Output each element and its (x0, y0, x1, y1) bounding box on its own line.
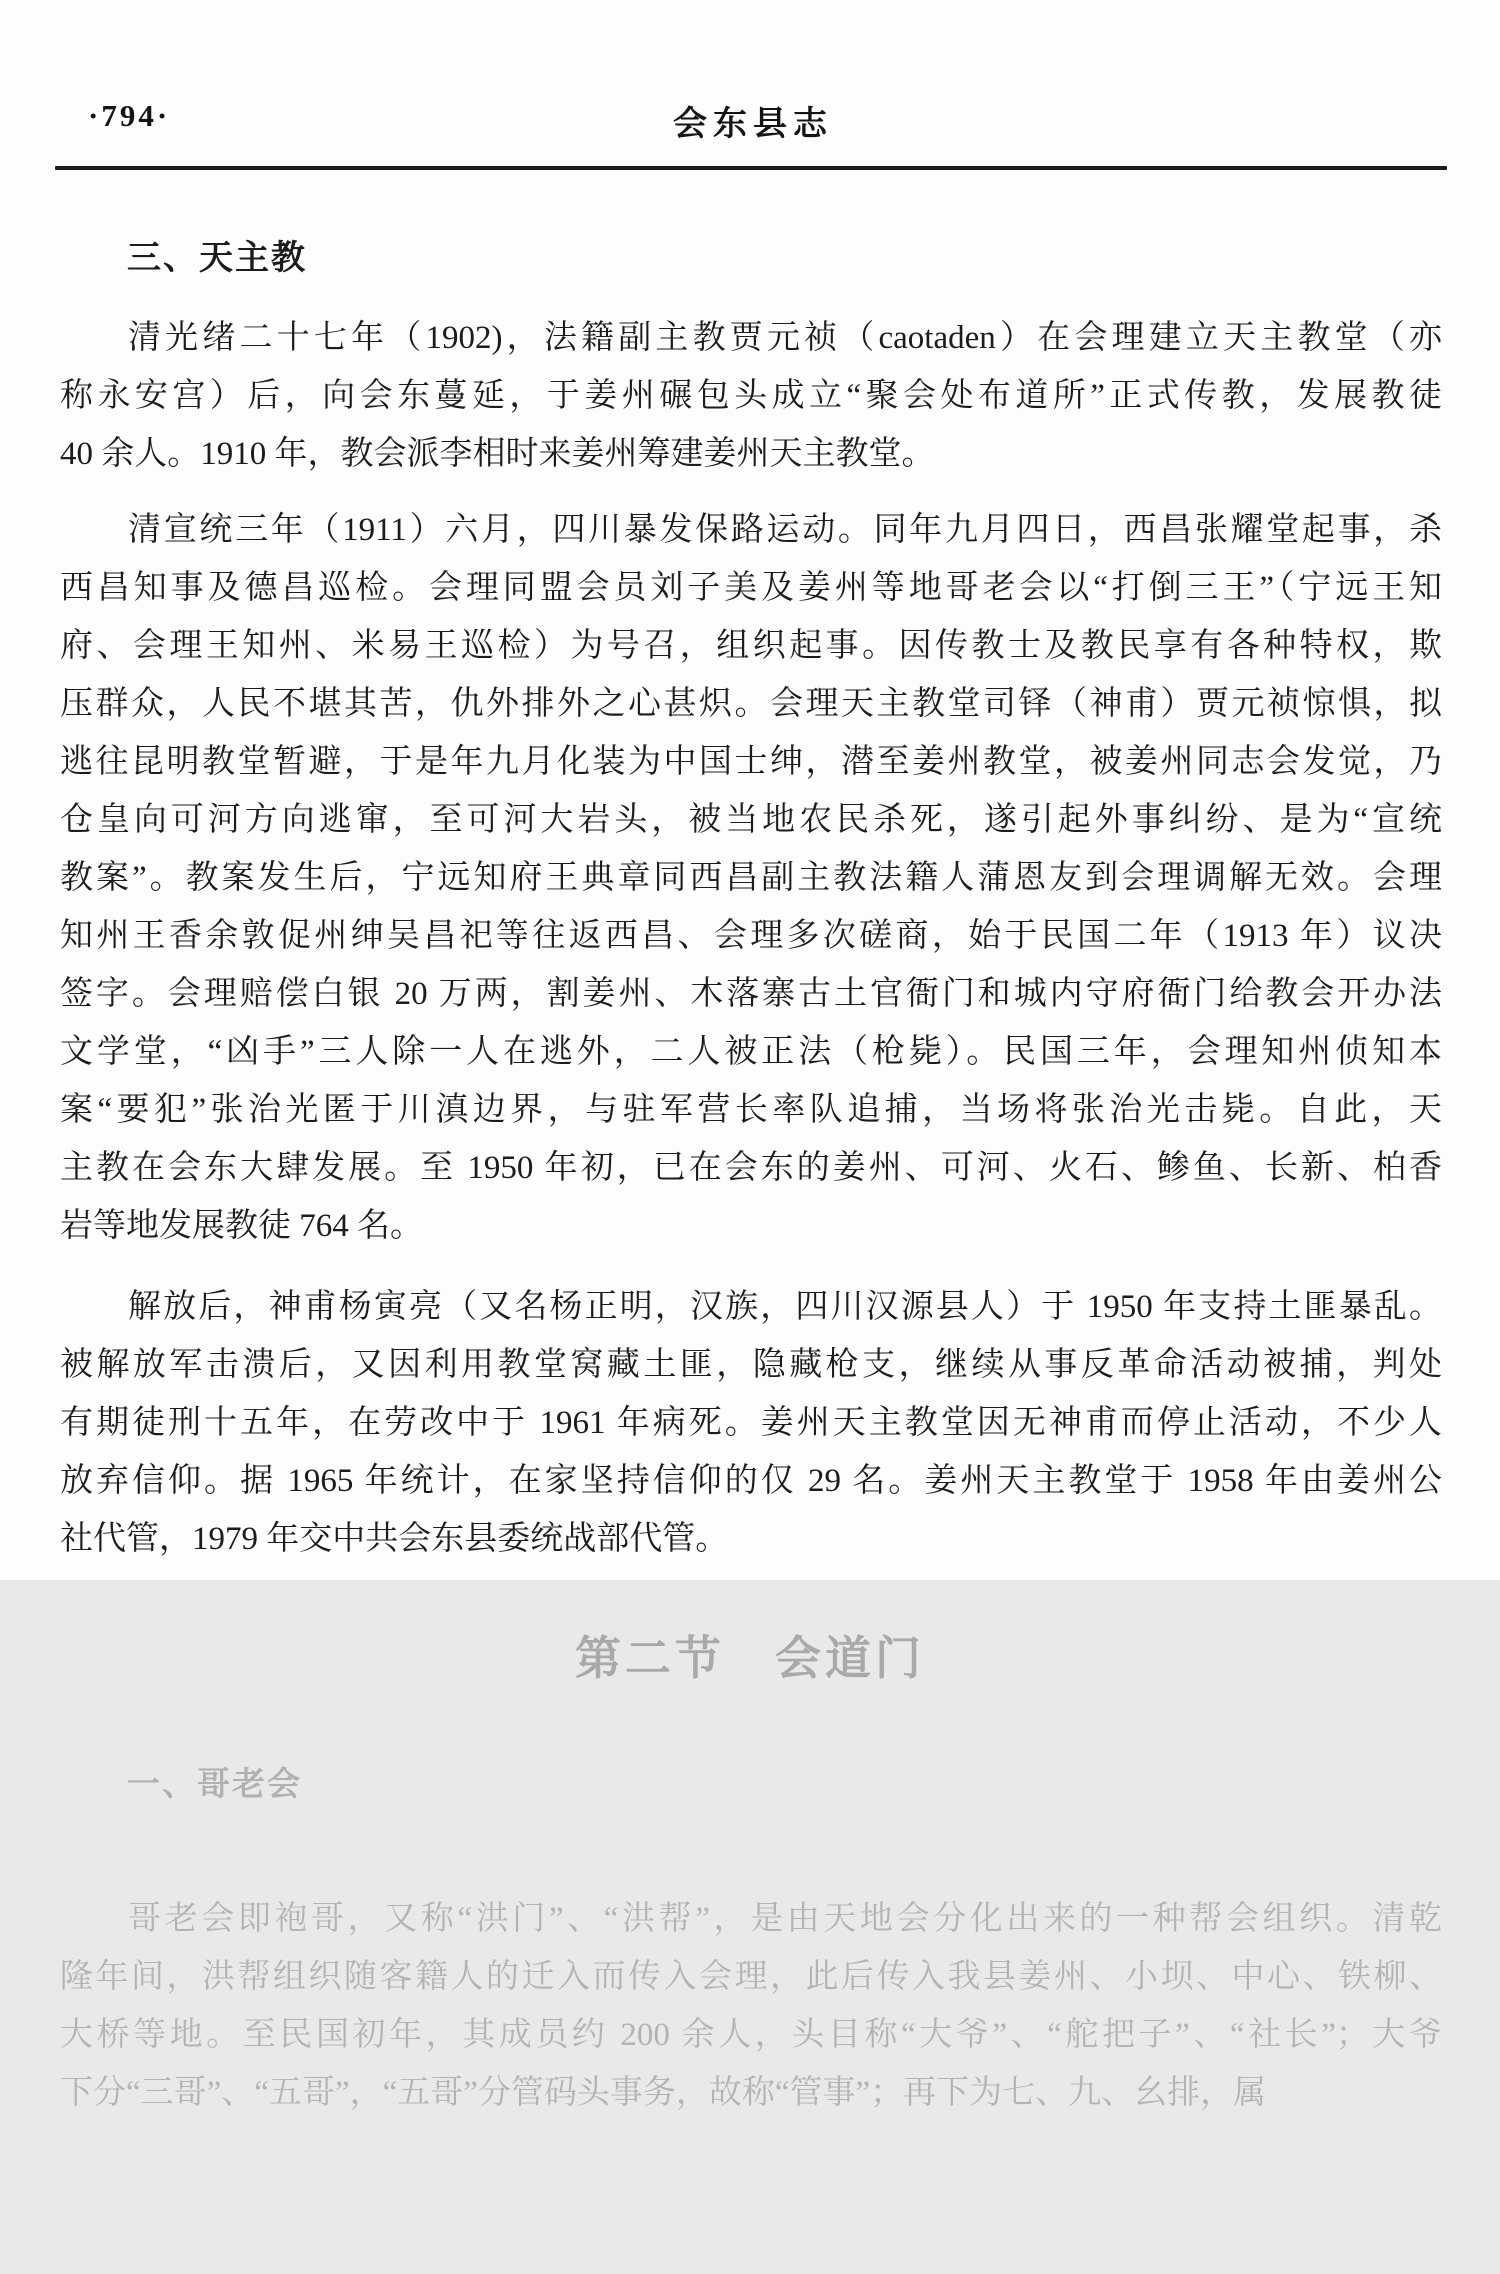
text-line: 解放后，神甫杨寅亮（又名杨正明，汉族，四川汉源县人）于 1950 年支持土匪暴乱。 (128, 1289, 1442, 1325)
header-rule (55, 166, 1447, 170)
book-title: 会东县志 (673, 106, 833, 143)
text-line: 放弃信仰。据 1965 年统计，在家坚持信仰的仅 29 名。姜州天主教堂于 1958 年由姜州公 (60, 1463, 1442, 1499)
text-line: 压群众，人民不堪其苦，仇外排外之心甚炽。会理天主教堂司铎（神甫）贾元祯惊惧，拟 (60, 686, 1442, 722)
text-line: 文学堂，“凶手”三人除一人在逃外，二人被正法（枪毙）。民国三年，会理知州侦知本 (60, 1034, 1442, 1070)
text-line: 隆年间，洪帮组织随客籍人的迁入而传入会理，此后传入我县姜州、小坝、中心、铁柳、 (60, 1959, 1442, 1995)
text-line: 清光绪二十七年（1902)，法籍副主教贾元祯（caotaden）在会理建立天主教堂（亦 (128, 320, 1442, 356)
text-line: 有期徒刑十五年，在劳改中于 1961 年病死。姜州天主教堂因无神甫而停止活动，不少人 (60, 1405, 1442, 1441)
text-line: 仓皇向可河方向逃窜，至可河大岩头，被当地农民杀死，遂引起外事纠纷、是为“宣统 (60, 802, 1442, 838)
text-line: 下分“三哥”、“五哥”，“五哥”分管码头事务，故称“管事”；再下为七、九、幺排，属 (60, 2075, 1267, 2111)
text-line: 岩等地发展教徒 764 名。 (60, 1208, 423, 1244)
paragraph (60, 309, 1442, 483)
section-title-huidaomen: 第二节 会道门 (575, 1633, 925, 1684)
page-header (88, 88, 1440, 146)
text-line: 府、会理王知州、米易王巡检）为号召，组织起事。因传教士及教民享有各种特权，欺 (60, 628, 1442, 664)
section-heading-catholic: 三、天主教 (127, 240, 307, 277)
text-line: 大桥等地。至民国初年，其成员约 200 余人，头目称“大爷”、“舵把子”、“社长”；大爷 (60, 2017, 1442, 2053)
text-line: 社代管，1979 年交中共会东县委统战部代管。 (60, 1521, 729, 1557)
text-line: 清宣统三年（1911）六月，四川暴发保路运动。同年九月四日，西昌张耀堂起事，杀 (128, 512, 1442, 548)
text-line: 西昌知事及德昌巡检。会理同盟会员刘子美及姜州等地哥老会以“打倒三王”（宁远王知 (60, 570, 1442, 606)
text-line: 逃往昆明教堂暂避，于是年九月化装为中国士绅，潜至姜州教堂，被姜州同志会发觉，乃 (60, 744, 1442, 780)
subsection-heading-gelaohui: 一、哥老会 (127, 1767, 302, 1803)
text-line: 签字。会理赔偿白银 20 万两，割姜州、木落寨古土官衙门和城内守府衙门给教会开办法 (60, 976, 1442, 1012)
text-line: 哥老会即袍哥，又称“洪门”、“洪帮”，是由天地会分化出来的一种帮会组织。清乾 (128, 1901, 1442, 1937)
page-number: ·794· (88, 98, 171, 133)
text-line: 被解放军击溃后，又因利用教堂窝藏土匪，隐藏枪支，继续从事反革命活动被捕，判处 (60, 1347, 1442, 1383)
paragraph (60, 501, 1442, 1255)
text-line: 知州王香余敦促州绅吴昌祀等往返西昌、会理多次磋商，始于民国二年（1913 年）议决 (60, 918, 1442, 954)
text-line: 称永安宫）后，向会东蔓延，于姜州碾包头成立“聚会处布道所”正式传教，发展教徒 (60, 378, 1442, 414)
text-line: 主教在会东大肆发展。至 1950 年初，已在会东的姜州、可河、火石、鲹鱼、长新、柏香 (60, 1150, 1442, 1186)
faded-paragraph (60, 1890, 1442, 2122)
text-line: 案“要犯”张治光匿于川滇边界，与驻军营长率队追捕，当场将张治光击毙。自此，天 (60, 1092, 1442, 1128)
text-line: 教案”。教案发生后，宁远知府王典章同西昌副主教法籍人蒲恩友到会理调解无效。会理 (60, 860, 1442, 896)
paragraph (60, 1278, 1442, 1568)
text-line: 40 余人。1910 年，教会派李相时来姜州筹建姜州天主教堂。 (60, 436, 935, 472)
